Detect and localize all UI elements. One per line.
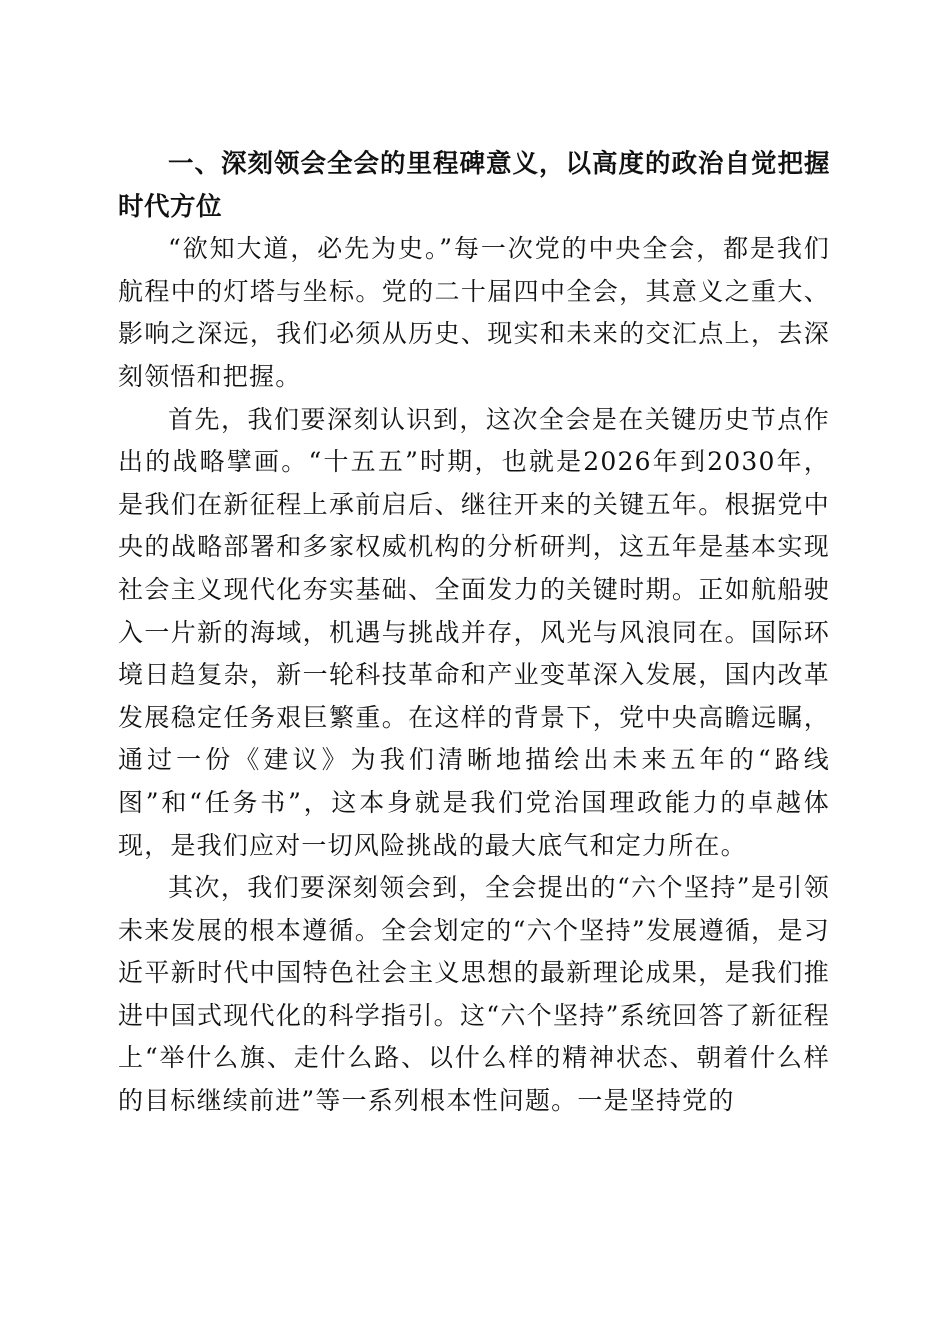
paragraph-intro: “欲知大道，必先为史。”每一次党的中央全会，都是我们航程中的灯塔与坐标。党的二十届四中全会，其意义之重大、影响之深远，我们必须从历史、现实和未来的交汇点上，去深刻领悟和把握。 (118, 234, 830, 391)
section-heading: 一、深刻领会全会的里程碑意义，以高度的政治自觉把握时代方位 (118, 149, 830, 222)
paragraph-second: 其次，我们要深刻领会到，全会提出的“六个坚持”是引领未来发展的根本遵循。全会划定的“六个坚持”发展遵循，是习近平新时代中国特色社会主义思想的最新理论成果，是我们推进中国式现代化的科学指引。这“六个坚持”系统回答了新征程上“举什么旗、走什么路、以什么样的精神状态、朝着什么样的目标继续前进”等一系列根本性问题。一是坚持党的 (118, 873, 830, 1116)
paragraph-first: 首先，我们要深刻认识到，这次全会是在关键历史节点作出的战略擘画。“十五五”时期，也就是2026年到2030年，是我们在新征程上承前启后、继往开来的关键五年。根据党中央的战略部署和多家权威机构的分析研判，这五年是基本实现社会主义现代化夯实基础、全面发力的关键时期。正如航船驶入一片新的海域，机遇与挑战并存，风光与风浪同在。国际环境日趋复杂，新一轮科技革命和产业变革深入发展，国内改革发展稳定任务艰巨繁重。在这样的背景下，党中央高瞻远瞩，通过一份《建议》为我们清晰地描绘出未来五年的“路线图”和“任务书”，这本身就是我们党治国理政能力的卓越体现，是我们应对一切风险挑战的最大底气和定力所在。 (118, 404, 830, 860)
document-body (118, 143, 830, 1123)
